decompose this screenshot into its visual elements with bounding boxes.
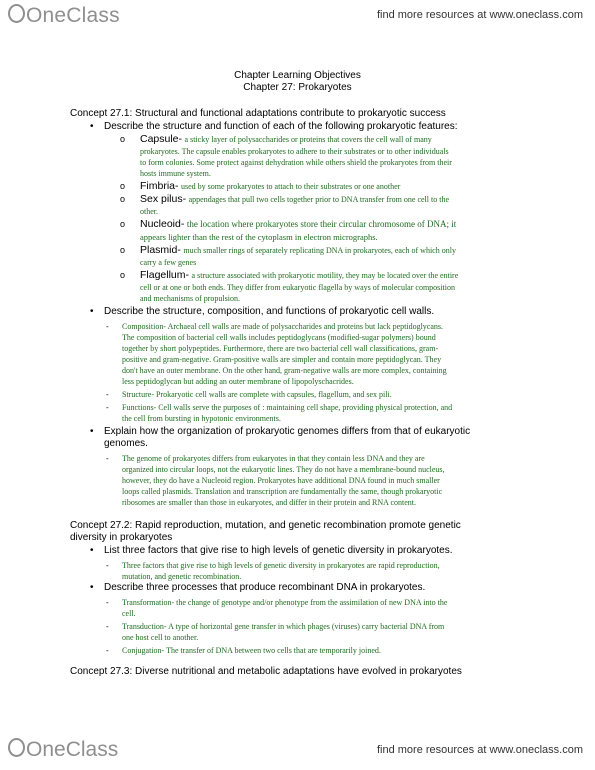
term-capsule: Capsule- — [140, 133, 183, 145]
bullet-dot-icon: • — [90, 545, 94, 556]
term-flagellum: Flagellum- — [140, 269, 190, 281]
dash-icon: - — [106, 622, 109, 631]
flagellum-desc: a structure associated with prokaryotic motility, they may be located over the entire — [191, 271, 459, 280]
transformation-text: Transformation- the change of genotype and/or phenotype from the assimilation of new DNA into the — [122, 598, 448, 607]
dash-icon: - — [106, 322, 109, 331]
bullet-text: Describe three processes that produce recombinant DNA in prokaryotes. — [104, 582, 426, 593]
composition-text: don't have an outer membrane. On the other hand, gram-negative walls are more complex, containing — [122, 366, 447, 375]
term-plasmid: Plasmid- — [140, 244, 181, 256]
circle-bullet-icon: o — [120, 245, 126, 255]
term-sex-pilus: Sex pilus- — [140, 193, 187, 205]
concept-27-1-heading: Concept 27.1: Structural and functional adaptations contribute to prokaryotic success — [70, 108, 446, 119]
flagellum-desc-line: and mechanisms of propulsion. — [140, 294, 240, 303]
genome-text: The genome of prokaryotes differs from eukaryotes in that they contain less DNA and they are — [122, 454, 425, 463]
dash-icon: - — [106, 454, 109, 463]
bullet-text: Describe the structure and function of each of the following prokaryotic features: — [104, 121, 458, 132]
composition-text: positive and gram-negative. Gram-positive walls are simpler and contain more peptidoglycan. They — [122, 355, 442, 364]
flagellum-desc-line: cell or at one or both ends. They differ from eukaryotic flagella by ways of molecular composition — [140, 283, 455, 292]
capsule-desc-line: hosts immune system. — [140, 169, 211, 178]
genome-text: however, they do have a Nucleoid region. Prokaryotes have additional DNA found in much smaller — [122, 476, 440, 485]
functions-text: the cell from bursting in hypotonic environments. — [122, 414, 281, 423]
composition-text: together by short polypeptides. Furthermore, there are two bacterial cell wall classifications, gram- — [122, 344, 439, 353]
genome-text: ribosomes are smaller than those in eukaryotes, and differ in their protein and RNA content. — [122, 498, 416, 507]
nucleoid-desc-line: appears lighter than the rest of the cytoplasm in electron micrographs. — [140, 232, 378, 242]
dash-icon: - — [106, 598, 109, 607]
functions-text: Functions- Cell walls serve the purposes of : maintaining cell shape, providing physical protection, and — [122, 403, 453, 412]
genome-text: loops called plasmids. Translation and transcription are fundamentally the same, though prokaryotic — [122, 487, 443, 496]
dash-icon: - — [106, 390, 109, 399]
logo-text: OneClass — [26, 738, 119, 761]
plasmid-desc: much smaller rings of separately replicating DNA in prokaryotes, each of which only — [183, 246, 456, 255]
capsule-desc-line: to form colonies. Some protect against dehydration while others shield the prokaryotes from their — [140, 158, 452, 167]
conjugation-text: Conjugation- The transfer of DNA between two cells that are temporarily joined. — [122, 646, 381, 655]
logo-text: OneClass — [26, 4, 120, 27]
concept-27-2-heading-cont: diversity in prokaryotes — [70, 532, 173, 543]
capsule-desc: a sticky layer of polysaccharides or proteins that covers the cell wall of many — [184, 135, 432, 144]
bullet-text: List three factors that give rise to high levels of genetic diversity in prokaryotes. — [104, 545, 453, 556]
dash-icon: - — [106, 403, 109, 412]
dash-icon: - — [106, 646, 109, 655]
structure-text: Structure- Prokaryotic cell walls are complete with capsules, flagellum, and sex pili. — [122, 390, 392, 399]
circle-bullet-icon: o — [120, 270, 126, 280]
fimbria-desc: used by some prokaryotes to attach to their substrates or one another — [181, 182, 401, 191]
transduction-text: Transduction- A type of horizontal gene transfer in which phages (viruses) carry bacterial DNA from — [122, 622, 445, 631]
concept-27-2-heading: Concept 27.2: Rapid reproduction, mutation, and genetic recombination promote genetic — [70, 520, 461, 531]
plasmid-desc-line: carry a few genes — [140, 258, 197, 267]
circle-bullet-icon: o — [120, 181, 126, 191]
term-fimbria: Fimbria- — [140, 180, 179, 192]
find-more-link[interactable]: find more resources at www.oneclass.com — [376, 9, 583, 21]
composition-text: less peptidoglycan but adding an outer membrane of lipopolyschacrides. — [122, 377, 354, 386]
circle-bullet-icon: o — [120, 194, 126, 204]
sex-pilus-desc: appendages that pull two cells together prior to DNA transfer from one cell to the — [188, 195, 449, 204]
bullet-dot-icon: • — [90, 426, 94, 437]
term-nucleoid: Nucleoid- — [140, 218, 185, 230]
oneclass-footer-logo[interactable] — [8, 738, 118, 762]
oneclass-logo[interactable] — [8, 4, 120, 28]
logo-circle-icon — [8, 4, 25, 23]
doc-subtitle: Chapter 27: Prokaryotes — [243, 82, 352, 93]
bullet-text: Describe the structure, composition, and functions of prokaryotic cell walls. — [104, 306, 435, 317]
concept-27-3-heading: Concept 27.3: Diverse nutritional and metabolic adaptations have evolved in prokaryotes — [70, 666, 462, 677]
transduction-text: one host cell to another. — [122, 633, 199, 642]
three-factors-text: Three factors that give rise to high levels of genetic diversity in prokaryotes are rapid reproduction, — [122, 561, 440, 570]
find-more-footer-link[interactable]: find more resources at www.oneclass.com — [376, 744, 583, 756]
capsule-desc-line: prokaryotes. The capsule enables prokaryotes to adhere to their substrates or to other individuals — [140, 147, 449, 156]
bullet-dot-icon: • — [90, 121, 94, 132]
transformation-text: cell. — [122, 609, 136, 618]
dash-icon: - — [106, 561, 109, 570]
logo-circle-icon — [8, 738, 25, 757]
page-header — [0, 0, 595, 30]
genome-text: organized into circular loops, not the eukaryotic lines. They do not have a membrane-bound nucleus, — [122, 465, 445, 474]
circle-bullet-icon: o — [120, 134, 126, 144]
doc-title: Chapter Learning Objectives — [234, 70, 361, 81]
bullet-dot-icon: • — [90, 582, 94, 593]
bullet-dot-icon: • — [90, 306, 94, 317]
bullet-text: genomes. — [104, 438, 148, 449]
nucleoid-desc: the location where prokaryotes store their circular chromosome of DNA; it — [186, 219, 457, 229]
composition-text: The composition of bacterial cell walls includes peptidoglycans (modified-sugar polymers) bound — [122, 333, 436, 342]
circle-bullet-icon: o — [120, 219, 126, 229]
composition-text: Composition- Archaeal cell walls are made of polysaccharides and proteins but lack peptidoglycans. — [122, 322, 444, 331]
bullet-text: Explain how the organization of prokaryotic genomes differs from that of eukaryotic — [104, 426, 471, 437]
three-factors-text: mutation, and genetic recombination. — [122, 572, 242, 581]
sex-pilus-desc-line: other. — [140, 207, 158, 216]
